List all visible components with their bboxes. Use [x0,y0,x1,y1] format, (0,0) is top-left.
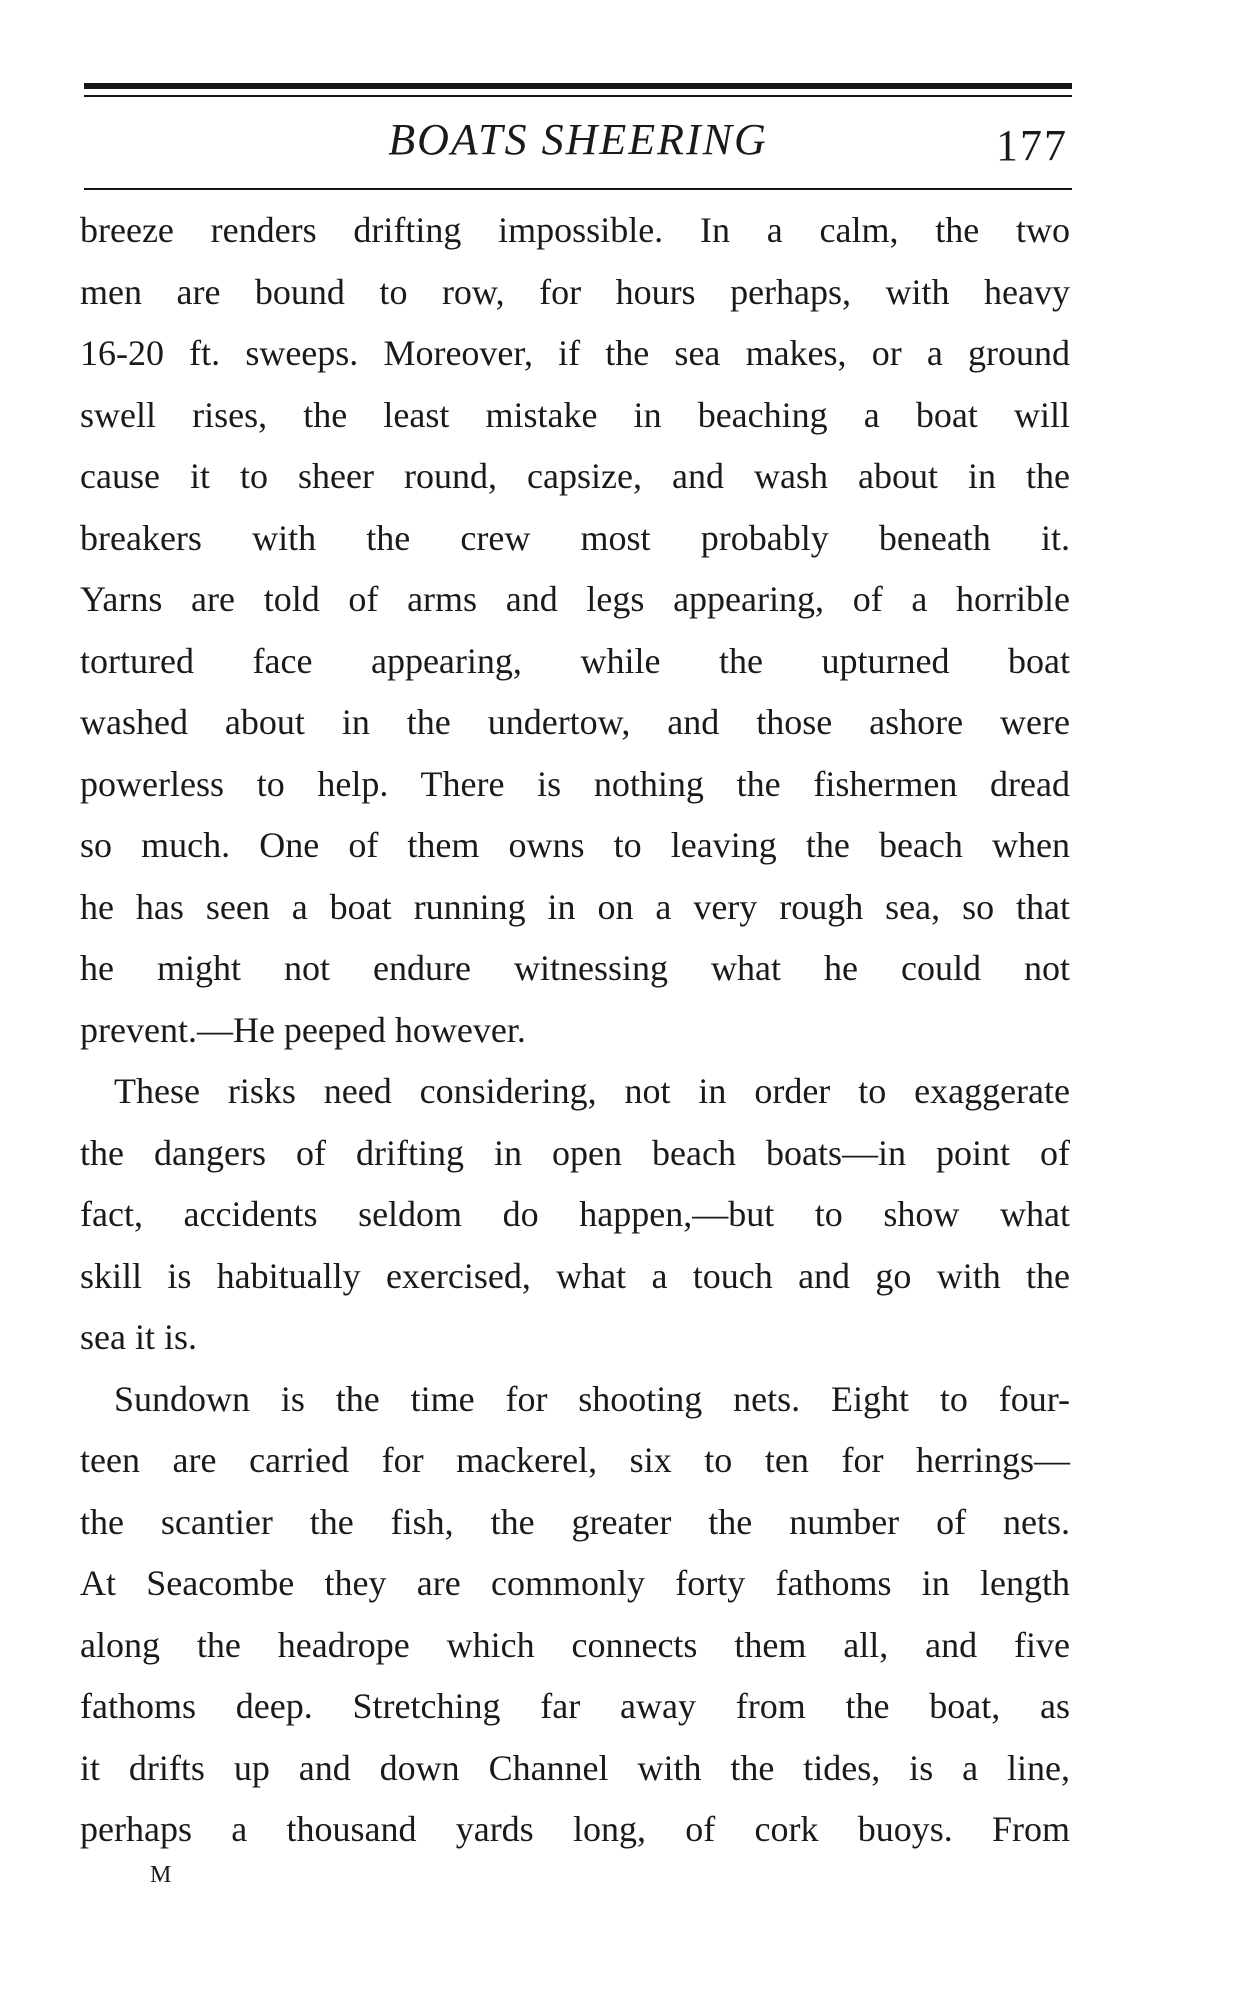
text-line: along the headrope which connects them all, and five [80,1624,1070,1665]
running-title: BOATS SHEERING [388,115,768,164]
running-head [84,106,1072,176]
header-underline-rule [84,188,1072,190]
text-line: washed about in the undertow, and those ashore were [80,702,1070,742]
text-line: teen are carried for mackerel, six to ten for herrings— [80,1440,1070,1480]
header-double-rule-top [84,83,1072,89]
text-line: the scantier the fish, the greater the number of nets. [80,1501,1070,1542]
text-line: the dangers of drifting in open beach boats—in point of [80,1132,1070,1173]
text-line: he might not endure witnessing what he could not [80,948,1070,988]
page-number: 177 [996,121,1068,170]
text-line: cause it to sheer round, capsize, and wash about in the [80,456,1070,496]
body-text [80,200,1070,1861]
text-line: perhaps a thousand yards long, of cork buoys. From [80,1809,1070,1849]
text-line: swell rises, the least mistake in beaching a boat will [80,394,1070,435]
header-double-rule-bottom [84,95,1072,97]
text-line: skill is habitually exercised, what a touch and go with the [80,1255,1070,1296]
signature-mark: M [150,1862,173,1888]
text-line: tortured face appearing, while the upturned boat [80,640,1070,681]
text-line: Yarns are told of arms and legs appearing, of a horrible [80,579,1070,619]
text-line: 16-20 ft. sweeps. Moreover, if the sea makes, or a ground [80,333,1070,373]
text-line: These risks need considering, not in order to exaggerate [114,1071,1070,1111]
text-line: breeze renders drifting impossible. In a calm, the two [80,210,1070,250]
text-line: At Seacombe they are commonly forty fathoms in length [80,1563,1070,1603]
text-line: prevent.—He peeped however. [80,1009,526,1050]
text-line: men are bound to row, for hours perhaps, with heavy [80,271,1070,312]
text-line: it drifts up and down Channel with the tides, is a line, [80,1747,1070,1788]
text-line: breakers with the crew most probably beneath it. [80,517,1070,558]
text-line: Sundown is the time for shooting nets. Eight to four- [114,1378,1070,1419]
text-line: he has seen a boat running in on a very rough sea, so that [80,886,1070,927]
text-line: fathoms deep. Stretching far away from the boat, as [80,1686,1070,1726]
text-line: fact, accidents seldom do happen,—but to show what [80,1194,1070,1234]
text-line: powerless to help. There is nothing the fishermen dread [80,763,1070,804]
text-line: sea it is. [80,1317,197,1357]
text-line: so much. One of them owns to leaving the beach when [80,825,1070,865]
